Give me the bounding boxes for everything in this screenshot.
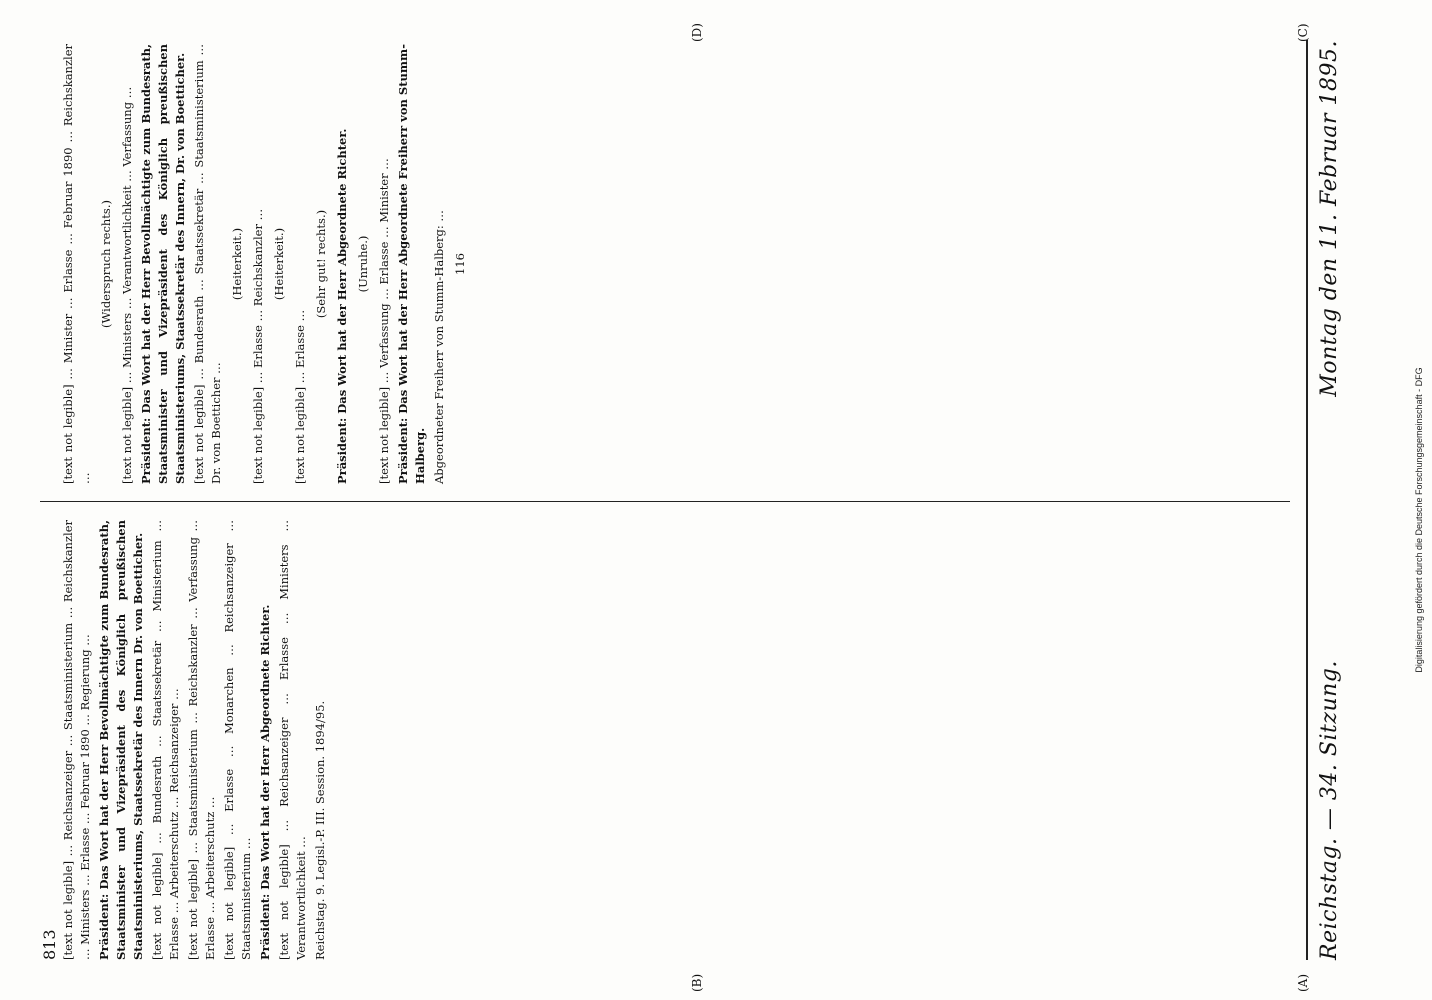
header-rule: [1306, 40, 1308, 960]
speaker-heading: Präsident: Das Wort hat der Herr Abgeordnete Freiherr von Stumm-Halberg.: [396, 44, 427, 484]
left-column: [60, 520, 1290, 960]
column-end-line: Reichstag. 9. Legisl.-P. III. Session. 1894/95.: [313, 700, 327, 960]
paragraph: [text not legible] … Minister … Erlasse … Februar 1890 … Reichskanzler …: [61, 44, 92, 484]
marker-a: (A): [1296, 973, 1310, 992]
interjection: (Heiterkeit.): [272, 227, 286, 301]
paragraph: [text not legible] … Ministers … Verantwortlichkeit … Verfassung …: [120, 86, 134, 484]
paragraph: [text not legible] … Bundesrath … Staatssekretär … Staatsministerium … Dr. von Boetticher …: [192, 44, 223, 484]
interjection: (Heiterkeit.): [230, 227, 244, 301]
dfg-credit: [1412, 60, 1426, 980]
page-header: [1314, 40, 1344, 960]
paragraph: [text not legible] … Erlasse … Monarchen … Reichsanzeiger … Staatsministerium …: [222, 520, 253, 960]
interjection: (Unruhe.): [356, 235, 370, 293]
right-column: [60, 44, 1290, 484]
interjection: (Sehr gut! rechts.): [314, 209, 328, 319]
speaker-heading: Präsident: Das Wort hat der Herr Bevollmächtigte zum Bundesrath, Staatsminister und Vizepräsident des Königlich preußischen Staatsministeriums, Staatssekretär des Innern, Dr. von Boetticher.: [139, 44, 187, 484]
speaker-heading: Präsident: Das Wort hat der Herr Bevollmächtigte zum Bundesrath, Staatsminister und Vizepräsident des Königlich preußischen Staatsministeriums, Staatssekretär des Innern Dr. von Boetticher.: [97, 520, 145, 960]
paragraph: [text not legible] … Bundesrath … Staatssekretär … Ministerium … Erlasse … Arbeiterschutz … Reichsanzeiger …: [150, 520, 181, 960]
marker-d: (D): [690, 23, 704, 42]
paragraph: [text not legible] … Reichsanzeiger … Erlasse … Ministers … Verantwortlichkeit …: [277, 520, 308, 960]
speaker-heading: Präsident: Das Wort hat der Herr Abgeordnete Richter.: [335, 128, 349, 484]
page-number: 813: [40, 929, 59, 960]
marker-c: (C): [1296, 23, 1310, 42]
signature-mark: 116: [453, 253, 467, 275]
column-divider: [40, 501, 1290, 502]
header-left: Reichstag. — 34. Sitzung.: [1316, 660, 1342, 960]
column-end-line: Abgeordneter Freiherr von Stumm-Halberg: …: [432, 210, 446, 484]
paragraph: [text not legible] … Erlasse …: [293, 309, 307, 484]
paragraph: [text not legible] … Reichsanzeiger … Staatsministerium … Reichskanzler … Ministers … Erlasse … Februar 1890 … Regierung …: [61, 520, 92, 960]
marker-b: (B): [690, 973, 704, 992]
interjection: (Widerspruch rechts.): [99, 200, 113, 328]
paragraph: [text not legible] … Verfassung … Erlasse … Minister …: [377, 158, 391, 484]
paragraph: [text not legible] … Erlasse … Reichskanzler …: [251, 208, 265, 484]
speaker-heading: Präsident: Das Wort hat der Herr Abgeordnete Richter.: [258, 604, 272, 960]
paragraph: [text not legible] … Staatsministerium … Reichskanzler … Verfassung … Erlasse … Arbeiterschutz …: [186, 520, 217, 960]
dfg-credit-text: Digitalisierung gefördert durch die Deutsche Forschungsgemeinschaft - DFG: [1414, 367, 1424, 673]
header-right: Montag den 11. Februar 1895.: [1316, 40, 1342, 397]
